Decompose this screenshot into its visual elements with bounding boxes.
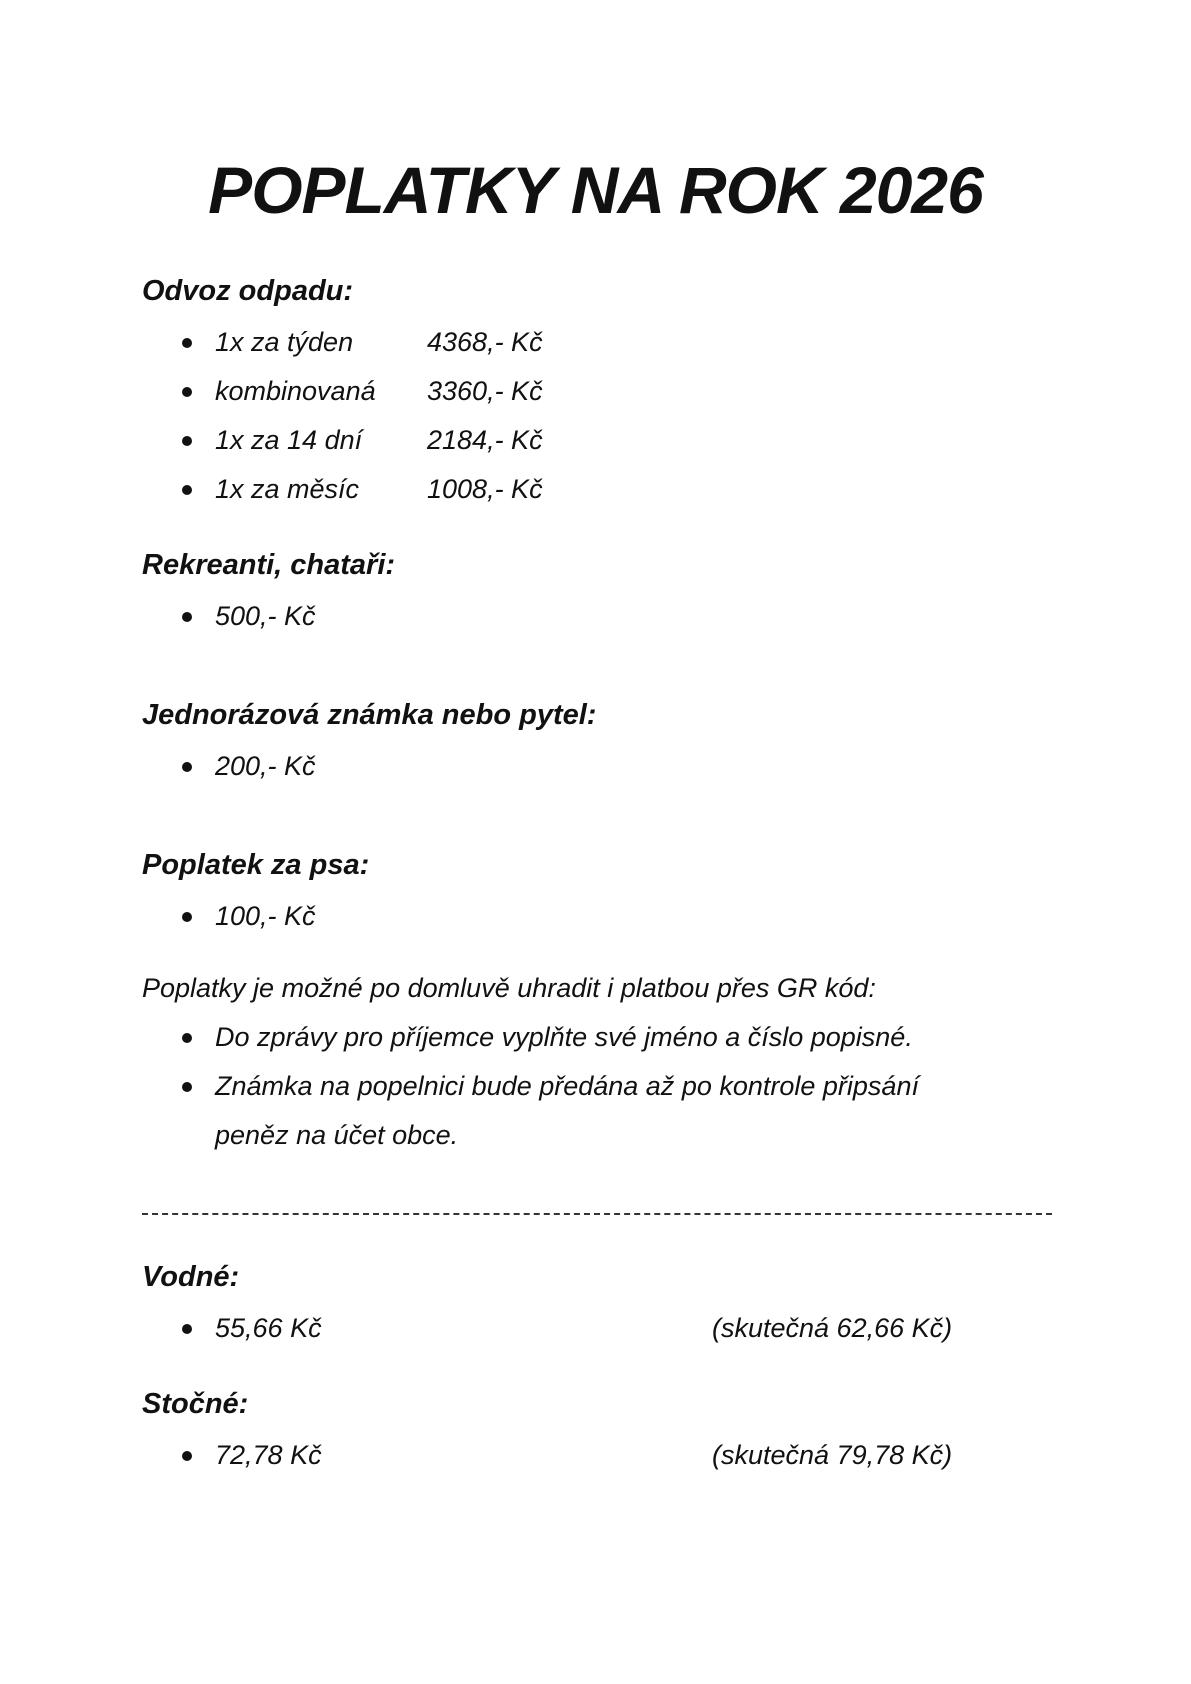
sewage-actual-price: (skutečná 79,78 Kč): [712, 1440, 953, 1470]
waste-item-price: 3360,- Kč: [427, 376, 543, 406]
bullet-icon: [182, 912, 192, 922]
waste-item-price: 4368,- Kč: [427, 327, 543, 357]
waste-item-label: kombinovaná: [215, 376, 376, 406]
bullet-icon: [182, 338, 192, 348]
payment-bullet-text: Známka na popelnici bude předána až po kontrole připsání: [215, 1071, 919, 1101]
water-actual-price: (skutečná 62,66 Kč): [712, 1313, 953, 1343]
sewage-price: 72,78 Kč: [215, 1440, 322, 1470]
bullet-icon: [182, 1082, 192, 1092]
payment-bullet-text: peněz na účet obce.: [215, 1120, 459, 1150]
waste-item-label: 1x za týden: [215, 327, 354, 357]
water-price: 55,66 Kč: [215, 1313, 322, 1343]
waste-item-label: 1x za měsíc: [215, 474, 360, 504]
bullet-icon: [182, 1033, 192, 1043]
page-title: POPLATKY NA ROK 2026: [208, 153, 983, 227]
bullet-icon: [182, 762, 192, 772]
water-heading: Vodné:: [142, 1261, 240, 1293]
bullet-icon: [182, 612, 192, 622]
dashed-divider: [142, 1213, 1052, 1215]
waste-heading: Odvoz odpadu:: [142, 275, 354, 307]
bullet-icon: [182, 436, 192, 446]
bullet-icon: [182, 485, 192, 495]
dog-heading: Poplatek za psa:: [142, 849, 370, 881]
single-heading: Jednorázová známka nebo pytel:: [142, 699, 597, 731]
payment-intro: Poplatky je možné po domluvě uhradit i platbou přes GR kód:: [142, 973, 876, 1003]
recreation-heading: Rekreanti, chataři:: [142, 549, 396, 581]
waste-item-label: 1x za 14 dní: [215, 425, 363, 455]
recreation-price: 500,- Kč: [215, 601, 316, 631]
waste-item-price: 1008,- Kč: [427, 474, 543, 504]
dog-price: 100,- Kč: [215, 901, 316, 931]
single-price: 200,- Kč: [215, 751, 316, 781]
bullet-icon: [182, 1324, 192, 1334]
bullet-icon: [182, 1451, 192, 1461]
bullet-icon: [182, 387, 192, 397]
payment-bullet-text: Do zprávy pro příjemce vyplňte své jméno a číslo popisné.: [215, 1022, 913, 1052]
sewage-heading: Stočné:: [142, 1388, 249, 1420]
waste-item-price: 2184,- Kč: [427, 425, 543, 455]
